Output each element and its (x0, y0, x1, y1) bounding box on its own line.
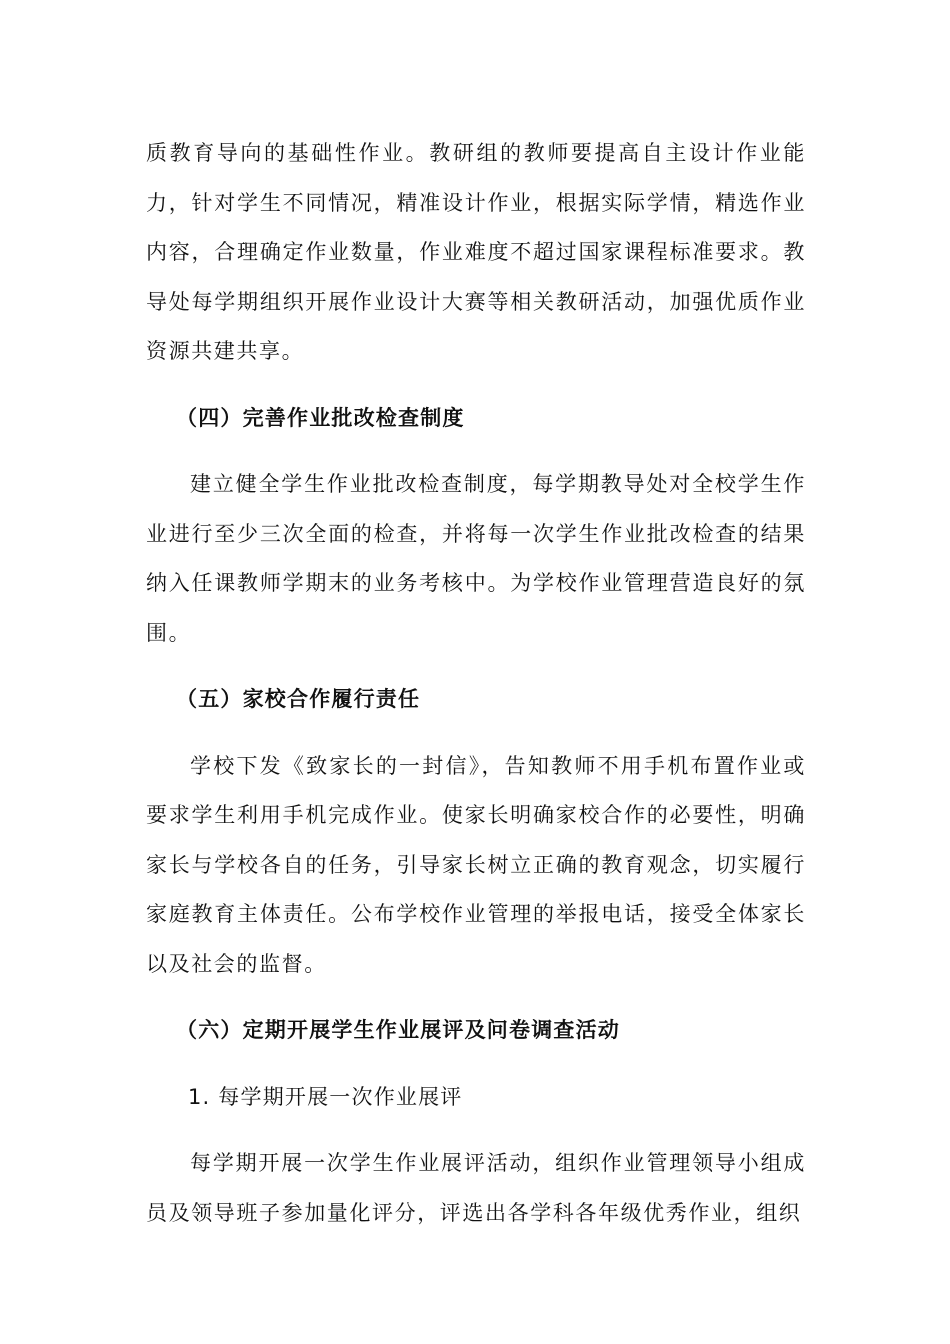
paragraph-home-school: 学校下发《致家长的一封信》，告知教师不用手机布置作业或要求学生利用手机完成作业。使家长明确家校合作的必要性，明确家长与学校各自的任务，引导家长树立正确的教育观念，切实履行家庭教育主体责任。公布学校作业管理的举报电话，接受全体家长以及社会的监督。 (146, 753, 806, 976)
document-body (146, 129, 806, 1238)
section-heading-6: （六）定期开展学生作业展评及问卷调查活动 (176, 1018, 620, 1042)
subsection-heading-1: 1. 每学期开展一次作业展评 (188, 1084, 463, 1109)
paragraph-homework-check: 建立健全学生作业批改检查制度，每学期教导处对全校学生作业进行至少三次全面的检查，并将每一次学生作业批改检查的结果纳入任课教师学期末的业务考核中。为学校作业管理营造良好的氛围。 (146, 472, 806, 645)
paragraph-homework-design: 质教育导向的基础性作业。教研组的教师要提高自主设计作业能力，针对学生不同情况，精准设计作业，根据实际学情，精选作业内容，合理确定作业数量，作业难度不超过国家课程标准要求。教导处每学期组织开展作业设计大赛等相关教研活动，加强优质作业资源共建共享。 (146, 141, 806, 363)
paragraph-homework-exhibition: 每学期开展一次学生作业展评活动，组织作业管理领导小组成员及领导班子参加量化评分，评选出各学科各年级优秀作业，组织 (146, 1151, 806, 1225)
section-heading-4: （四）完善作业批改检查制度 (176, 405, 465, 430)
section-heading-5: （五）家校合作履行责任 (176, 687, 421, 711)
